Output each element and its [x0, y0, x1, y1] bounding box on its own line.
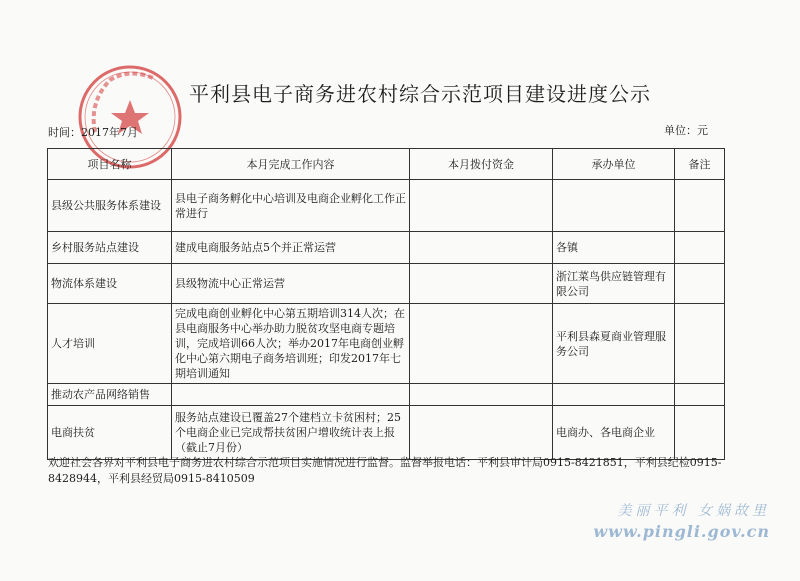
- row-work-content: 县电子商务孵化中心培训及电商企业孵化工作正常进行: [172, 180, 410, 232]
- document-date: 时间：2017年7月: [48, 126, 138, 139]
- row-organization: 各镇: [553, 232, 675, 264]
- table-row: [48, 304, 725, 384]
- header-project-name: 项目名称: [48, 149, 172, 180]
- header-funds: 本月拨付资金: [410, 149, 553, 180]
- row-funds: [410, 304, 553, 384]
- row-project-name: 物流体系建设: [48, 264, 172, 304]
- row-work-content: 县级物流中心正常运营: [172, 264, 410, 304]
- row-project-name: 电商扶贫: [48, 406, 172, 460]
- row-work-content: [172, 384, 410, 406]
- document-title: 平利县电子商务进农村综合示范项目建设进度公示: [189, 82, 651, 106]
- row-organization: [553, 180, 675, 232]
- header-note: 备注: [675, 149, 725, 180]
- supervision-notice: 欢迎社会各界对平利县电子商务进农村综合示范项目实施情况进行监督。监督举报电话：平利县审计局0915-8421851，平利县纪检0915-8428944，平利县经贸局0915-8410509: [48, 456, 722, 485]
- row-project-name: 县级公共服务体系建设: [48, 180, 172, 232]
- header-organization: 承办单位: [553, 149, 675, 180]
- row-project-name: 推动农产品网络销售: [48, 384, 172, 406]
- row-organization: 平利县森夏商业管理服务公司: [553, 304, 675, 384]
- watermark-url: www.pingli.gov.cn: [593, 522, 770, 541]
- table-row: [48, 264, 725, 304]
- row-note: [675, 304, 725, 384]
- row-note: [675, 232, 725, 264]
- row-work-content: 完成电商创业孵化中心第五期培训314人次；在县电商服务中心举办助力脱贫攻坚电商专题培训，完成培训66人次；举办2017年电商创业孵化中心第六期电子商务培训班；印发2017年七期培训通知: [172, 304, 410, 384]
- row-funds: [410, 232, 553, 264]
- row-work-content: 服务站点建设已覆盖27个建档立卡贫困村；25个电商企业已完成帮扶贫困户增收统计表上报（截止7月份）: [172, 406, 410, 460]
- row-funds: [410, 406, 553, 460]
- unit-label: 单位：元: [664, 124, 708, 137]
- watermark-slogan: 美丽平利 女娲故里: [617, 503, 770, 519]
- row-note: [675, 180, 725, 232]
- row-funds: [410, 384, 553, 406]
- row-funds: [410, 180, 553, 232]
- row-note: [675, 384, 725, 406]
- row-organization: [553, 384, 675, 406]
- row-work-content: 建成电商服务站点5个并正常运营: [172, 232, 410, 264]
- row-note: [675, 406, 725, 460]
- table-header-row: [48, 149, 725, 180]
- row-note: [675, 264, 725, 304]
- site-watermark: [593, 500, 770, 541]
- header-work-content: 本月完成工作内容: [172, 149, 410, 180]
- row-funds: [410, 264, 553, 304]
- progress-table: [47, 148, 725, 460]
- table-row: [48, 384, 725, 406]
- table-row: [48, 232, 725, 264]
- row-organization: 浙江菜鸟供应链管理有限公司: [553, 264, 675, 304]
- table-row: [48, 406, 725, 460]
- row-organization: 电商办、各电商企业: [553, 406, 675, 460]
- table-row: [48, 180, 725, 232]
- row-project-name: 乡村服务站点建设: [48, 232, 172, 264]
- row-project-name: 人才培训: [48, 304, 172, 384]
